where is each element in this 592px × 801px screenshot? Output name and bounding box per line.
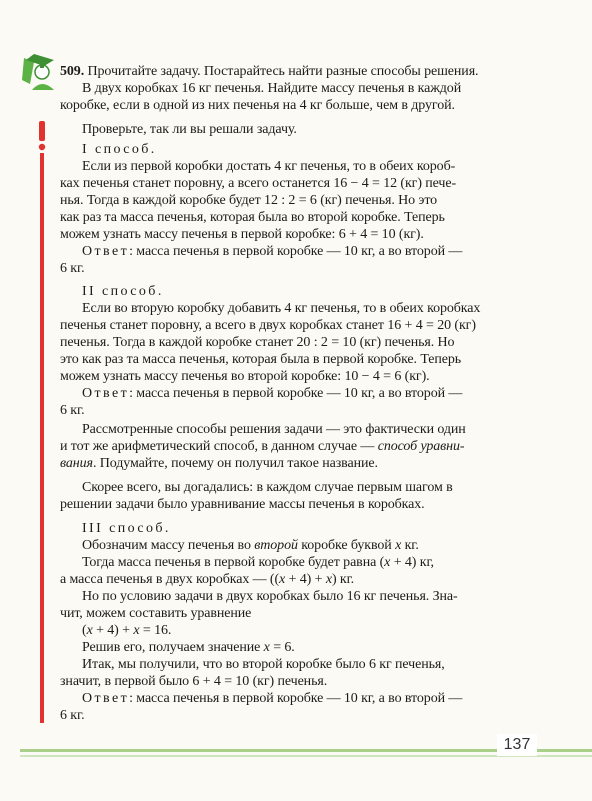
method2-heading: II способ. <box>82 284 164 299</box>
method3-answer-end: 6 кг. <box>60 708 85 723</box>
discussion-line3: вания. Подумайте, почему он получил такое название. <box>60 456 378 471</box>
method2-answer: Ответ: масса печенья в первой коробке — 10 кг, а во второй — <box>82 386 463 401</box>
guess-line1: Скорее всего, вы догадались: в каждом случае первым шагом в <box>82 480 453 495</box>
problem-number: 509. <box>60 64 85 79</box>
method3-line1: Обозначим массу печенья во второй коробке буквой x кг. <box>82 538 419 553</box>
student-icon <box>20 50 60 92</box>
method3-line5: чит, можем составить уравнение <box>60 606 252 621</box>
method1-line: ках печенья станет поровну, а всего останется 16 − 4 = 12 (кг) пече- <box>60 176 457 191</box>
method3-answer: Ответ: масса печенья в первой коробке — 10 кг, а во второй — <box>82 691 463 706</box>
method3-equation: (x + 4) + x = 16. <box>82 623 172 638</box>
problem-line1: 509. Прочитайте задачу. Постарайтесь найти разные способы решения. <box>60 64 479 79</box>
discussion-line2: и тот же арифметический способ, в данном случае — способ уравни- <box>60 439 465 454</box>
problem-line2: В двух коробках 16 кг печенья. Найдите массу печенья в каждой <box>82 81 462 96</box>
discussion-line1: Рассмотренные способы решения задачи — это фактически один <box>82 422 466 437</box>
check-line: Проверьте, так ли вы решали задачу. <box>82 122 297 137</box>
guess-line2: решении задачи было уравнивание массы печенья в коробках. <box>60 497 425 512</box>
method3-line8: Итак, мы получили, что во второй коробке было 6 кг печенья, <box>82 657 445 672</box>
method1-line: как раз та масса печенья, которая была во второй коробке. Теперь <box>60 210 445 225</box>
method2-line: можем узнать массу печенья во второй коробке: 10 − 4 = 6 (кг). <box>60 369 430 384</box>
method2-line: Если во вторую коробку добавить 4 кг печенья, то в обеих коробках <box>82 301 481 316</box>
problem-line3: коробке, если в одной из них печенья на 4 кг больше, чем в другой. <box>60 98 455 113</box>
page-number: 137 <box>497 734 537 756</box>
method3-line9: значит, в первой было 6 + 4 = 10 (кг) печенья. <box>60 674 328 689</box>
method1-line: Если из первой коробки достать 4 кг печенья, то в обеих короб- <box>82 159 456 174</box>
method3-line3: а масса печенья в двух коробках — ((x + 4) + x) кг. <box>60 572 355 587</box>
method2-line: печенья станет поровну, а всего в двух коробках станет 16 + 4 = 20 (кг) <box>60 318 476 333</box>
method1-answer-end: 6 кг. <box>60 261 85 276</box>
method1-line: можем узнать массу печенья в первой коробке: 6 + 4 = 10 (кг). <box>60 227 424 242</box>
method3-line2: Тогда масса печенья в первой коробке будет равна (x + 4) кг, <box>82 555 434 570</box>
method1-heading: I способ. <box>82 142 157 157</box>
method1-answer: Ответ: масса печенья в первой коробке — 10 кг, а во второй — <box>82 244 463 259</box>
red-margin-bar <box>40 153 44 723</box>
method2-line: печенья. Тогда в каждой коробке станет 20 : 2 = 10 (кг) печенья. Но <box>60 335 455 350</box>
method2-answer-end: 6 кг. <box>60 403 85 418</box>
exclamation-icon <box>33 119 51 151</box>
method3-line7: Решив его, получаем значение x = 6. <box>82 640 295 655</box>
method2-line: это как раз та масса печенья, которая была в первой коробке. Теперь <box>60 352 462 367</box>
method3-heading: III способ. <box>82 521 171 536</box>
method1-line: нья. Тогда в каждой коробке будет 12 : 2 = 6 (кг) печенья. Но это <box>60 193 438 208</box>
method3-line4: Но по условию задачи в двух коробках было 16 кг печенья. Зна- <box>82 589 458 604</box>
